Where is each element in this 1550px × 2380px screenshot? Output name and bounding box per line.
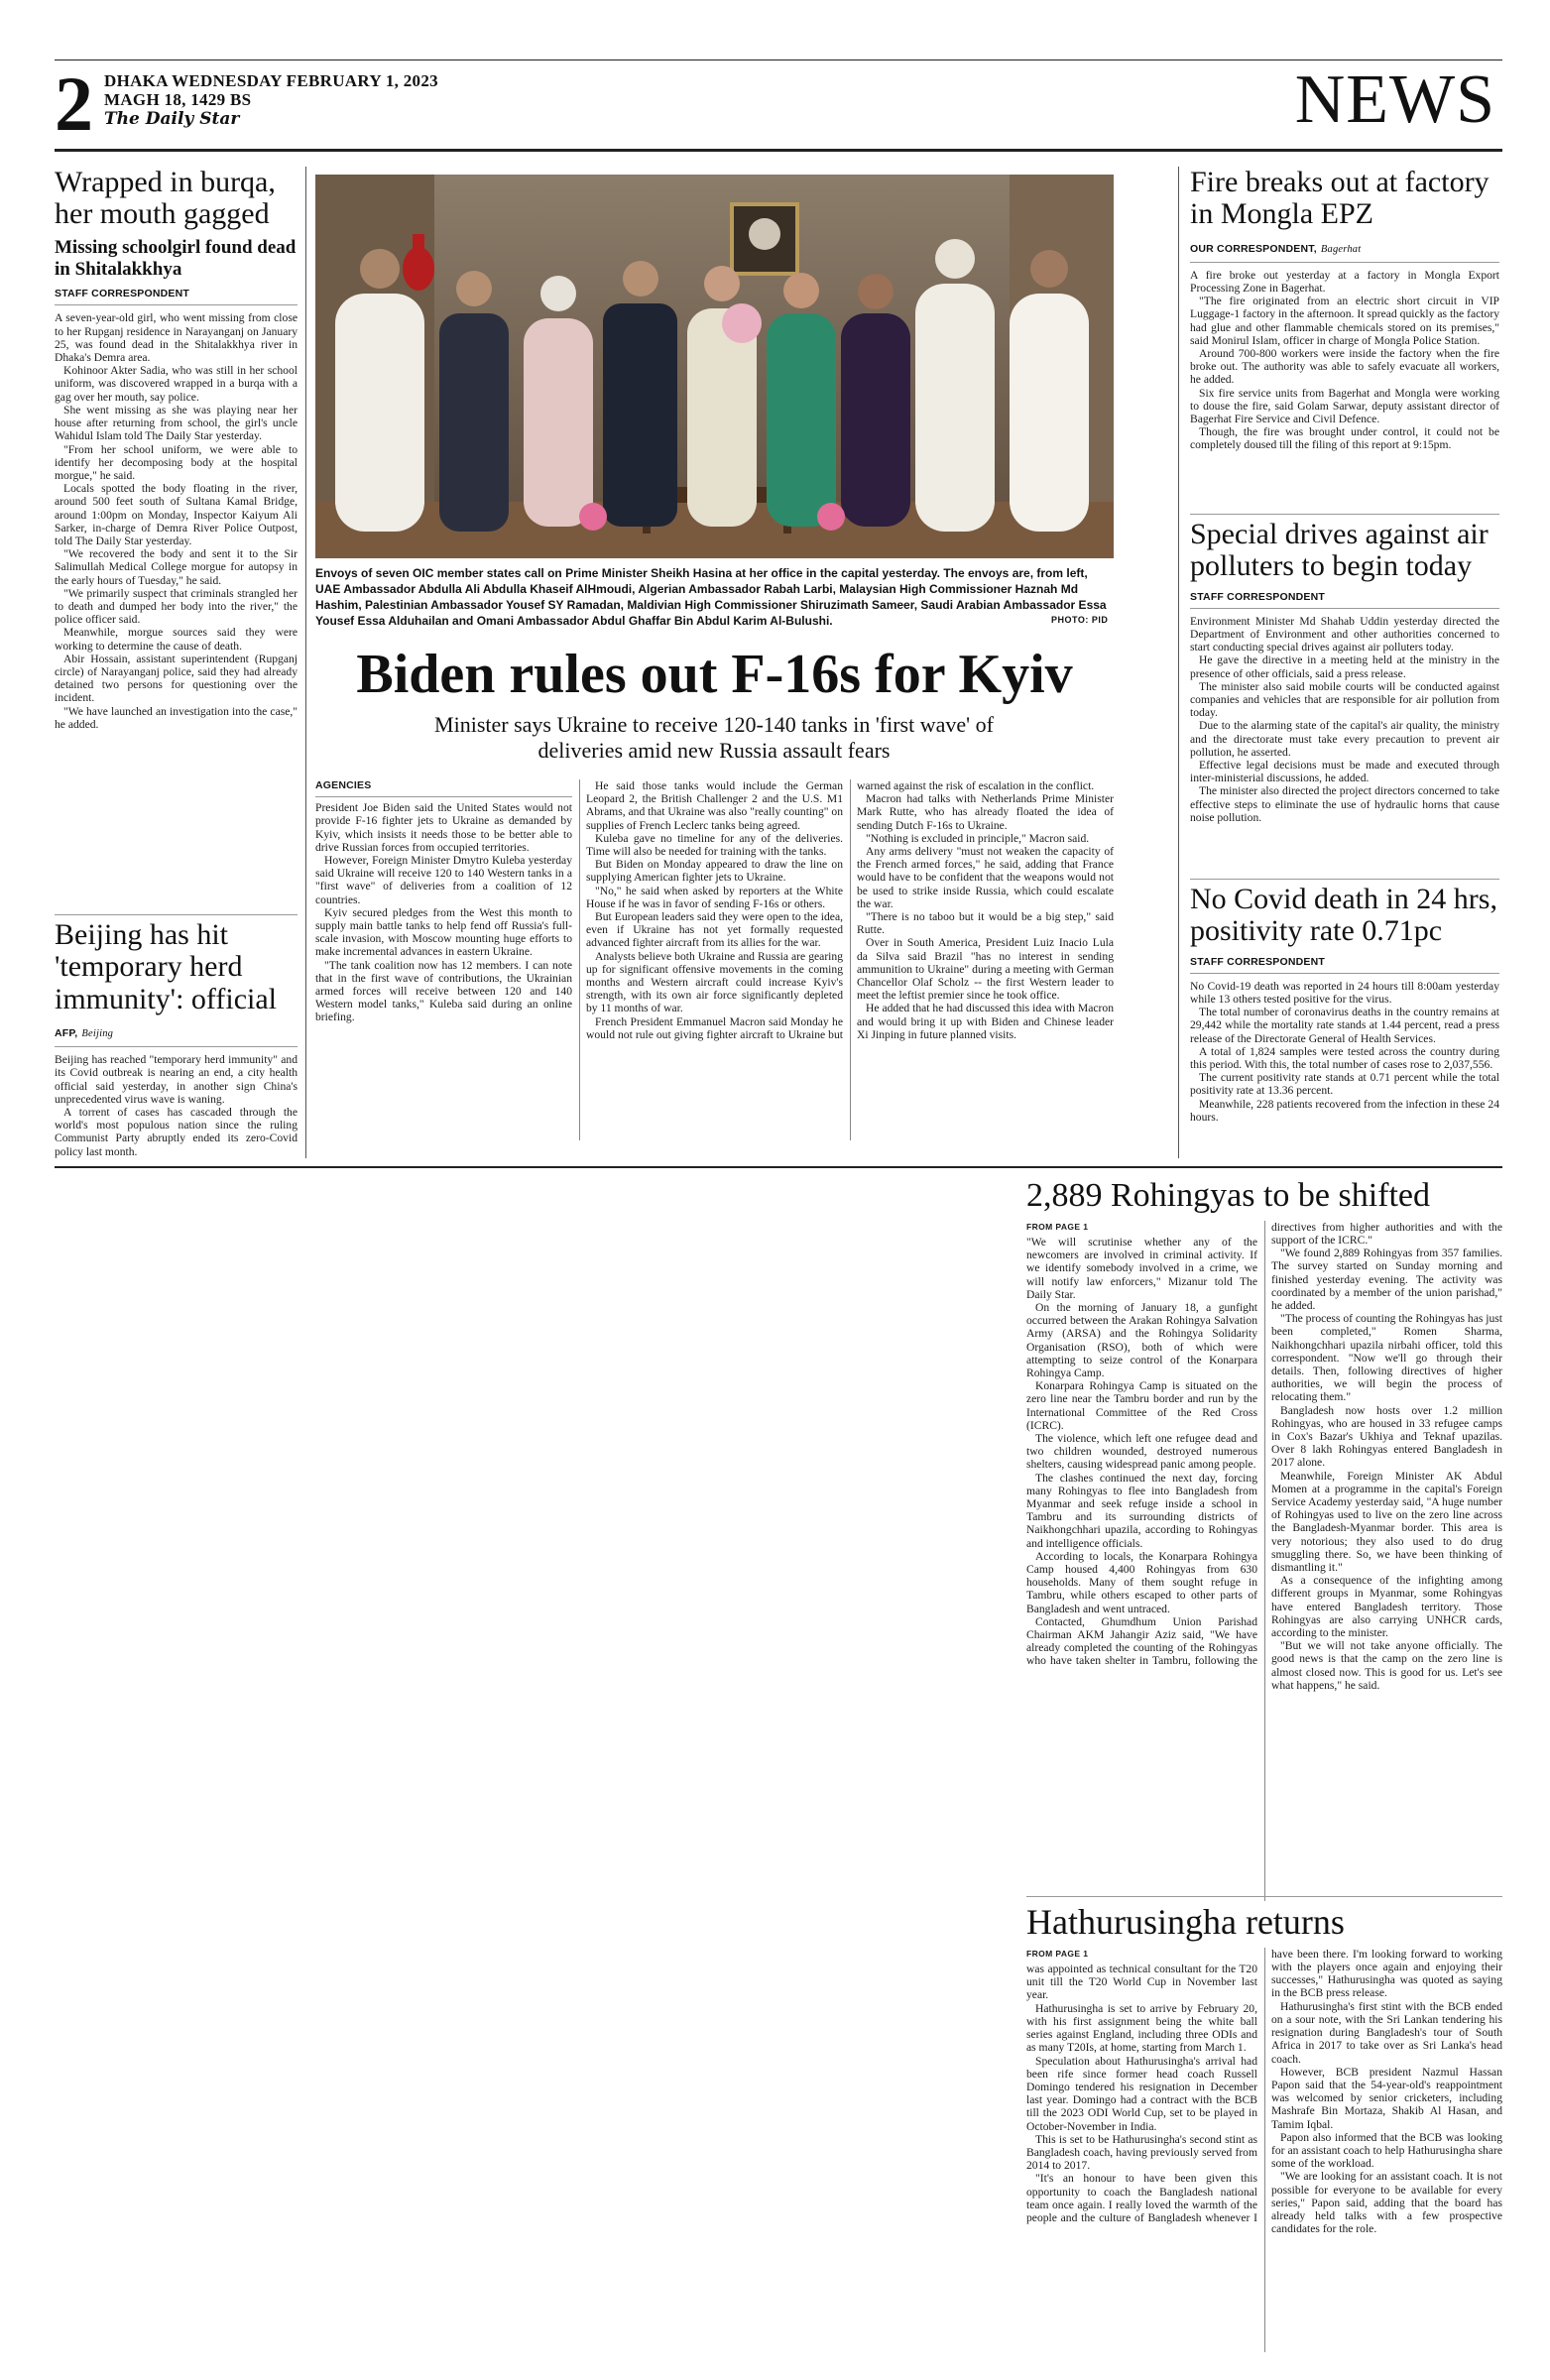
hathuru-story <box>1026 1896 1502 2352</box>
paragraph: But Biden on Monday appeared to draw the line on supplying American fighter jets to Ukraine. <box>586 858 843 885</box>
paragraph: Analysts believe both Ukraine and Russia are gearing up for significant offensive movements in the coming months and Western aircraft could increase Kyiv's strength, with its own air force significantly depleted by 11 months of war. <box>586 949 843 1015</box>
mongla-story <box>1190 167 1499 452</box>
rohingya-story <box>1026 1178 1502 1901</box>
photo-credit: PHOTO: PID <box>1051 615 1109 625</box>
section-divider <box>55 1166 1502 1168</box>
covid-story <box>1190 879 1499 1124</box>
beijing-place: Beijing <box>81 1028 114 1040</box>
paragraph: Kuleba gave no timeline for any of the deliveries. Time will also be needed for training with the tanks. <box>586 831 843 859</box>
paragraph: Contacted, Ghumdhum Union Parishad Chairman AKM Jahangir Aziz said, "We have already completed the counting of the Rohingyas who have taken shelter in Tambru, following the directives from higher authorities and with the support of the ICRC." <box>1026 1220 1502 1668</box>
paragraph: The minister also directed the project directors concerned to take effective steps to eliminate the use of hydraulic horns that cause noise pollution. <box>1190 784 1499 824</box>
paragraph: Though, the fire was brought under control, it could not be completely doused till the filing of this report at 9:15pm. <box>1190 425 1499 452</box>
paragraph: Locals spotted the body floating in the river, around 500 feet south of Sultana Kamal Bridge, around 1:00pm on Monday, Inspector Kaiyum Ali Sarker, in-charge of Demra River Police Outpost, told The Daily Star yesterday. <box>55 482 298 547</box>
biden-body <box>315 779 1114 1140</box>
paragraph: "We primarily suspect that criminals strangled her to death and dumped her body into the river," the police officer said. <box>55 586 298 627</box>
polluters-body <box>1190 615 1499 824</box>
paragraph: Macron had talks with Netherlands Prime Minister Mark Rutte, who has already floated the idea of sending Dutch F-16s to Ukraine. <box>857 792 1114 832</box>
paragraph: "Nothing is excluded in principle," Macron said. <box>866 831 1090 845</box>
paragraph: Six fire service units from Bagerhat and Mongla were working to douse the fire, said Golam Sarwar, deputy assistant director of Bagerhat Fire Service and Civil Defence. <box>1190 386 1499 426</box>
paragraph: "We are looking for an assistant coach. It is not possible for everyone to be available for every series," Papon said, adding that the board has already held talks with a few prospective candidates for the role. <box>1271 2170 1502 2236</box>
paragraph: A seven-year-old girl, who went missing from close to her Rupganj residence in Narayanganj on January 25, was found dead in the Shitalakkhya river in Dhaka's Demra area. <box>55 311 298 365</box>
burqa-headline: Wrapped in burqa, her mouth gagged <box>55 166 276 231</box>
paragraph: was appointed as technical consultant for the T20 unit till the T20 World Cup in November last year. <box>1026 1963 1257 2002</box>
paragraph: Konarpara Rohingya Camp is situated on the zero line near the Tambru border and run by the International Committee of the Red Cross (ICRC). <box>1026 1379 1257 1432</box>
beijing-body <box>55 1053 298 1158</box>
paragraph: French President Emmanuel Macron said Monday he would not rule out giving fighter aircraft to Ukraine but warned against the risk of escalation in the conflict. <box>586 779 1095 1041</box>
paragraph: "No," he said when asked by reporters at the White House if he was in favor of sending F-16s or others. <box>586 884 843 910</box>
paragraph: He gave the directive in a meeting held at the ministry in the presence of other officials, said a press release. <box>1190 654 1499 680</box>
paragraph: "The fire originated from an electric short circuit in VIP Luggage-1 factory in the afternoon. It spread quickly as the factory had glue and other flammable chemicals stored on its premises," said Monirul Islam, officer in charge of Mongla Police Station. <box>1190 295 1499 347</box>
covid-body <box>1190 980 1499 1124</box>
burqa-story <box>55 167 298 731</box>
paragraph: As a consequence of the infighting among different groups in Myanmar, some Rohingyas have entered Bangladesh territory. Those Rohingyas are also carrying UNHCR cards, according to the minister. <box>1271 1574 1502 1640</box>
hathuru-body <box>1026 1948 1502 2352</box>
paragraph: Meanwhile, 228 patients recovered from the infection in these 24 hours. <box>1190 1097 1499 1124</box>
photo-caption: Envoys of seven OIC member states call on Prime Minister Sheikh Hasina at her office in the capital yesterday. The envoys are, from left, UAE Ambassador Abdulla Ali Abdulla Khaseif AlHmoudi, Algerian Ambassador Rabah Larbi, Malaysian High Commissioner Haznah Md Hashim, Palestinian Ambassador Yousef SY Ramadan, Maldivian High Commissioner Shiruzimath Sameer, Saudi Arabian Ambassador Essa Yousef Essa Alduhailan and Omani Ambassador Abdul Ghaffar Bin Abdul Karim Al-Bulushi. <box>315 566 1107 628</box>
covid-byline: STAFF CORRESPONDENT <box>1190 955 1326 968</box>
burqa-body <box>55 311 298 731</box>
paragraph: "We recovered the body and sent it to the Sir Salimullah Medical College morgue for autopsy in the early hours of Tuesday," he said. <box>55 547 298 587</box>
paragraph: A torrent of cases has cascaded through the world's most populous nation since the ruling Communist Party abruptly ended its zero-Covid policy last month. <box>55 1105 298 1158</box>
paragraph: Bangladesh now hosts over 1.2 million Rohingyas, who are housed in 33 refugee camps in Cox's Bazar's Ukhiya and Teknaf upazilas. Over 8 lakh Rohingyas entered Bangladesh in 2017 alone. <box>1271 1403 1502 1470</box>
paragraph: But European leaders said they were open to the idea, even if Ukraine has not yet formally requested advanced fighter aircraft from its allies for the war. <box>586 910 843 950</box>
mongla-body <box>1190 269 1499 452</box>
paragraph: "We have launched an investigation into the case," he added. <box>55 704 298 731</box>
paragraph: Over in South America, President Luiz Inacio Lula da Silva said Brazil "has no interest in sending ammunition to Ukraine" during a meeting with German Chancellor Olaf Scholz -- the first Western leader to meet the leftist premier since he took office. <box>857 936 1114 1003</box>
paragraph: The total number of coronavirus deaths in the country remains at 29,442 while the mortality rate stands at 1.44 percent, read a press release of the Directorate General of Health Services. <box>1190 1006 1499 1045</box>
paragraph: Effective legal decisions must be made and executed through inter-ministerial discussions, he added. <box>1190 759 1499 785</box>
paragraph: The minister also said mobile courts will be conducted against companies and vehicles that are responsible for air pollution from today. <box>1190 679 1499 720</box>
paragraph: However, BCB president Nazmul Hassan Papon said that the 54-year-old's reappointment was welcomed by senior cricketers, including Mashrafe Bin Mortaza, Shakib Al Hasan, and Tamim Iqbal. <box>1271 2065 1502 2131</box>
masthead-rule <box>55 149 1502 152</box>
polluters-byline: STAFF CORRESPONDENT <box>1190 590 1326 603</box>
paragraph: Hathurusingha is set to arrive by February 20, with his first assignment being the white ball series against England, including three ODIs and as many T20Is, at home, starting from March 1. <box>1026 2001 1257 2055</box>
column-rule <box>305 167 306 1158</box>
paragraph: Kohinoor Akter Sadia, who was still in her school uniform, was discovered wrapped in a burqa with a gag over her mouth, say police. <box>55 364 298 404</box>
paragraph: Due to the alarming state of the capital's air quality, the ministry and the directorate must take every precaution to prevent air pollution, he asserted. <box>1190 719 1499 759</box>
paragraph: He added that he had discussed this idea with Macron and would bring it up with Biden and Chinese leader Xi Jinping in future planned visits. <box>857 1002 1114 1041</box>
paragraph: "It's an honour to have been given this opportunity to coach the Bangladesh national team once again. I really loved the warmth of the people and the culture of Bangladesh whenever I have been there. I'm looking forward to working with the players once again and enjoying their successes," Hathurusingha was quoted as saying in the BCB press release. <box>1026 1947 1502 2224</box>
biden-headline: Biden rules out F-16s for Kyiv <box>356 644 1073 705</box>
rohingya-from-page: FROM PAGE 1 <box>1026 1221 1089 1232</box>
oic-envoys-photo <box>315 175 1114 558</box>
beijing-story <box>55 914 298 1158</box>
biden-deck: Minister says Ukraine to receive 120-140 tanks in 'first wave' of deliveries amid new Russia assault fears <box>434 712 994 764</box>
paragraph: According to locals, the Konarpara Rohingya Camp housed 4,400 Rohingyas from 630 households. Many of them sought refuge in Tambru, while others escaped to other parts of Bangladesh and went untraced. <box>1026 1549 1257 1615</box>
mongla-place: Bagerhat <box>1320 243 1362 255</box>
mongla-headline: Fire breaks out at factory in Mongla EPZ <box>1190 166 1490 231</box>
covid-headline: No Covid death in 24 hrs, positivity rate 0.71pc <box>1190 883 1497 948</box>
paragraph: Kyiv secured pledges from the West this month to supply main battle tanks to help fend off Russia's full-scale invasion, with Moscow mounting huge efforts to make incremental advances in eastern Ukraine. <box>315 905 572 959</box>
bangla-date: MAGH 18, 1429 BS <box>104 90 252 109</box>
burqa-deck: Missing schoolgirl found dead in Shitalakkhya <box>55 236 297 280</box>
beijing-headline: Beijing has hit 'temporary herd immunity': official <box>55 918 277 1015</box>
paragraph: Papon also informed that the BCB was looking for an assistant coach to help Hathurusingha share some of the workload. <box>1271 2130 1502 2171</box>
column-rule <box>1178 167 1179 1158</box>
paragraph: Abir Hossain, assistant superintendent (Rupganj circle) of Narayanganj police, said they had already detained two persons for questioning over the incident. <box>55 652 298 705</box>
polluters-headline: Special drives against air polluters to begin today <box>1190 518 1489 583</box>
paragraph: "From her school uniform, we were able to identify her decomposing body at the hospital morgue," he said. <box>55 442 298 482</box>
paper-name-logo: The Daily Star <box>104 109 240 129</box>
paragraph: The clashes continued the next day, forcing many Rohingyas to flee into Bangladesh from Myanmar and seek refuge inside a school in Tambru and its surrounding districts of Naikhongchhari upazila, according to Rohingyas and intelligence officials. <box>1026 1471 1257 1550</box>
paragraph: Hathurusingha's first stint with the BCB ended on a sour note, with the Sri Lankan tendering his resignation during Bangladesh's tour of South Africa in 2017 to take over as Sri Lanka's head coach. <box>1271 1999 1502 2066</box>
paragraph: No Covid-19 death was reported in 24 hours till 8:00am yesterday while 13 others tested positive for the virus. <box>1190 979 1499 1006</box>
polluters-story <box>1190 514 1499 824</box>
paragraph: "But we will not take anyone officially. The good news is that the camp on the zero line is almost closed now. This is good for us. Let's see what happens," he said. <box>1271 1639 1502 1692</box>
section-title: NEWS <box>1294 61 1495 138</box>
paragraph: Any arms delivery "must not weaken the capacity of the French armed forces," he said, adding that France would have to be confident that the weapons would not be used to strike inside Russia, which could escalate the war. <box>857 845 1114 910</box>
biden-story <box>315 779 1114 1140</box>
biden-byline: AGENCIES <box>315 779 372 791</box>
paragraph: "The process of counting the Rohingyas has just been completed," Romen Sharma, Naikhongchhari upazila nirbahi officer, told this correspondent. "Now we'll go through their details. Then, following directives of higher authorities, we will begin the process of relocating them." <box>1271 1312 1503 1404</box>
paragraph: Meanwhile, Foreign Minister AK Abdul Momen at a programme in the capital's Foreign Service Academy yesterday said, "A huge number of Rohingyas used to live on the zero line across the Bangladesh-Myanmar border. This area is very notorious; they also used to do drug smuggling there. So, we have been thinking of dismantling it." <box>1271 1469 1502 1574</box>
page-number: 2 <box>55 60 93 147</box>
paragraph: Meanwhile, morgue sources said they were working to determine the cause of death. <box>55 626 298 653</box>
paragraph: Speculation about Hathurusingha's arrival had been rife since former head coach Russell Domingo tendered his resignation in December last year. Domingo had a contract with the BCB till the 2023 ODI World Cup, set to be played in October-November in India. <box>1026 2054 1257 2133</box>
paragraph: He said those tanks would include the German Leopard 2, the British Challenger 2 and the U.S. M1 Abrams, and that Ukraine was also "really counting" on supplies of French Leclerc tanks being agreed. <box>586 779 843 832</box>
photo-illustration <box>315 175 1114 558</box>
hathuru-headline: Hathurusingha returns <box>1026 1902 1345 1942</box>
paragraph: "We will scrutinise whether any of the newcomers are involved in criminal activity. If we identify somebody involved in a crime, we will notify law enforcers," Mizanur told The Daily Star. <box>1026 1235 1257 1301</box>
mongla-byline: OUR CORRESPONDENT, <box>1190 242 1317 255</box>
paragraph: On the morning of January 18, a gunfight occurred between the Arakan Rohingya Salvation Army (ARSA) and the Rohingya Solidarity Organisation (RSO), both of which were attempting to seize control of the Konarpara Rohingya Camp. <box>1026 1300 1257 1379</box>
paragraph: This is set to be Hathurusingha's second stint as Bangladesh coach, having previously served from 2014 to 2017. <box>1026 2132 1257 2173</box>
paragraph: The current positivity rate stands at 0.71 percent while the total positivity rate at 13.36 percent. <box>1190 1071 1499 1098</box>
paragraph: Around 700-800 workers were inside the factory when the fire broke out. The authority was able to safely evacuate all workers, he added. <box>1190 347 1499 387</box>
paragraph: "There is no taboo but it would be a big step," said Rutte. <box>857 910 1114 937</box>
paragraph: She went missing as she was playing near her house after returning from school, the girl's uncle Wahidul Islam told The Daily Star yesterday. <box>55 403 298 443</box>
rohingya-body <box>1026 1221 1502 1901</box>
paragraph: The violence, which left one refugee dead and two children wounded, destroyed numerous shelters, causing widespread panic among people. <box>1026 1431 1257 1472</box>
paragraph: However, Foreign Minister Dmytro Kuleba yesterday said Ukraine will receive 120 to 140 Western tanks in a "first wave" of deliveries from a coalition of 12 countries. <box>315 854 572 906</box>
hathuru-from-page: FROM PAGE 1 <box>1026 1948 1089 1959</box>
paragraph: A fire broke out yesterday at a factory in Mongla Export Processing Zone in Bagerhat. <box>1190 268 1499 295</box>
rohingya-headline: 2,889 Rohingyas to be shifted <box>1026 1177 1431 1214</box>
paragraph: "We found 2,889 Rohingyas from 357 families. The survey started on Sunday morning and finished yesterday evening. The activity was coordinated by a member of the union parishad," he added. <box>1271 1247 1502 1312</box>
paragraph: A total of 1,824 samples were tested across the country during this period. With this, the total number of cases rose to 2,037,556. <box>1190 1044 1499 1071</box>
beijing-byline: AFP, <box>55 1027 78 1040</box>
burqa-byline: STAFF CORRESPONDENT <box>55 288 190 300</box>
paragraph: "The tank coalition now has 12 members. I can note that in the first wave of contributions, the Ukrainian armed forces will receive between 120 and 140 Western model tanks," Kuleba said during an online briefing. <box>315 958 572 1024</box>
paragraph: President Joe Biden said the United States would not provide F-16 fighter jets to Ukraine as demanded by Kyiv, which insists it needs those to be better able to drive Russian forces from occupied territories. <box>315 801 572 854</box>
dateline: DHAKA WEDNESDAY FEBRUARY 1, 2023 <box>104 71 438 90</box>
paragraph: Environment Minister Md Shahab Uddin yesterday directed the Department of Environment and other authorities concerned to start conducting special drives against air polluters today. <box>1190 614 1499 654</box>
paragraph: Beijing has reached "temporary herd immunity" and its Covid outbreak is nearing an end, a city health official said yesterday, in another sign China's unprecedented virus wave is waning. <box>55 1053 298 1106</box>
